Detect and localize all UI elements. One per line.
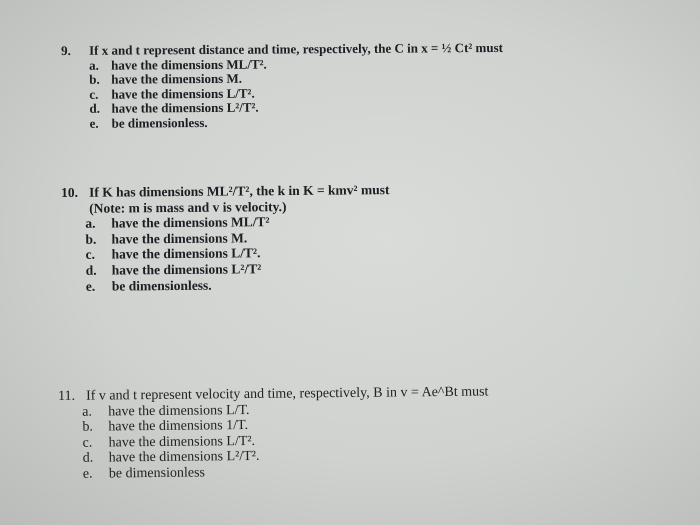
option-text: have the dimensions ML/T². — [111, 56, 267, 73]
question-number: 10. — [61, 184, 79, 200]
option-text: have the dimensions ML/T² — [111, 214, 270, 231]
question-9 — [61, 41, 504, 132]
answer-option-e — [62, 114, 504, 132]
question-11 — [58, 384, 489, 482]
question-stem: If K has dimensions ML²/T², the k in K = kmv² must — [88, 182, 390, 200]
question-stem-row — [61, 41, 503, 59]
answer-option-e — [62, 276, 391, 294]
option-letter: e. — [82, 466, 93, 482]
option-text: have the dimensions L²/T². — [108, 448, 260, 466]
option-text: be dimensionless — [108, 464, 206, 481]
option-letter: d. — [85, 262, 97, 278]
question-stem-row — [61, 182, 390, 200]
option-letter: e. — [85, 278, 96, 294]
question-stem: If v and t represent velocity and time, respectively, B in v = Ae^Bt must — [85, 384, 489, 404]
option-text: be dimensionless. — [111, 277, 212, 294]
option-text: have the dimensions M. — [111, 70, 243, 87]
option-letter: b. — [85, 231, 97, 247]
option-letter: b. — [82, 419, 93, 435]
option-letter: d. — [82, 450, 94, 466]
option-letter: c. — [89, 86, 99, 102]
question-note: (Note: m is mass and v is velocity.) — [89, 198, 287, 216]
option-letter: c. — [82, 435, 93, 451]
option-letter: a. — [85, 215, 96, 231]
option-text: have the dimensions 1/T. — [108, 418, 249, 435]
option-letter: c. — [85, 247, 96, 263]
option-text: be dimensionless. — [111, 114, 208, 131]
option-letter: d. — [89, 101, 100, 117]
question-stem: If x and t represent distance and time, respectively, the C in x = ½ Ct² must — [88, 39, 504, 58]
option-text: have the dimensions L²/T² — [111, 261, 262, 278]
option-letter: e. — [89, 115, 99, 131]
question-10 — [61, 182, 390, 294]
option-text: have the dimensions L/T². — [111, 245, 261, 262]
option-text: have the dimensions M. — [111, 230, 248, 247]
option-letter: a. — [82, 404, 93, 420]
question-number: 9. — [60, 42, 71, 58]
option-letter: b. — [89, 71, 100, 87]
option-text: have the dimensions L/T². — [111, 85, 255, 102]
option-text: have the dimensions L/T². — [108, 433, 256, 450]
answer-option-e — [59, 462, 489, 482]
option-letter: a. — [89, 57, 99, 73]
question-number: 11. — [58, 388, 76, 404]
option-text: have the dimensions L/T. — [108, 402, 250, 419]
option-text: have the dimensions L²/T². — [111, 99, 259, 117]
